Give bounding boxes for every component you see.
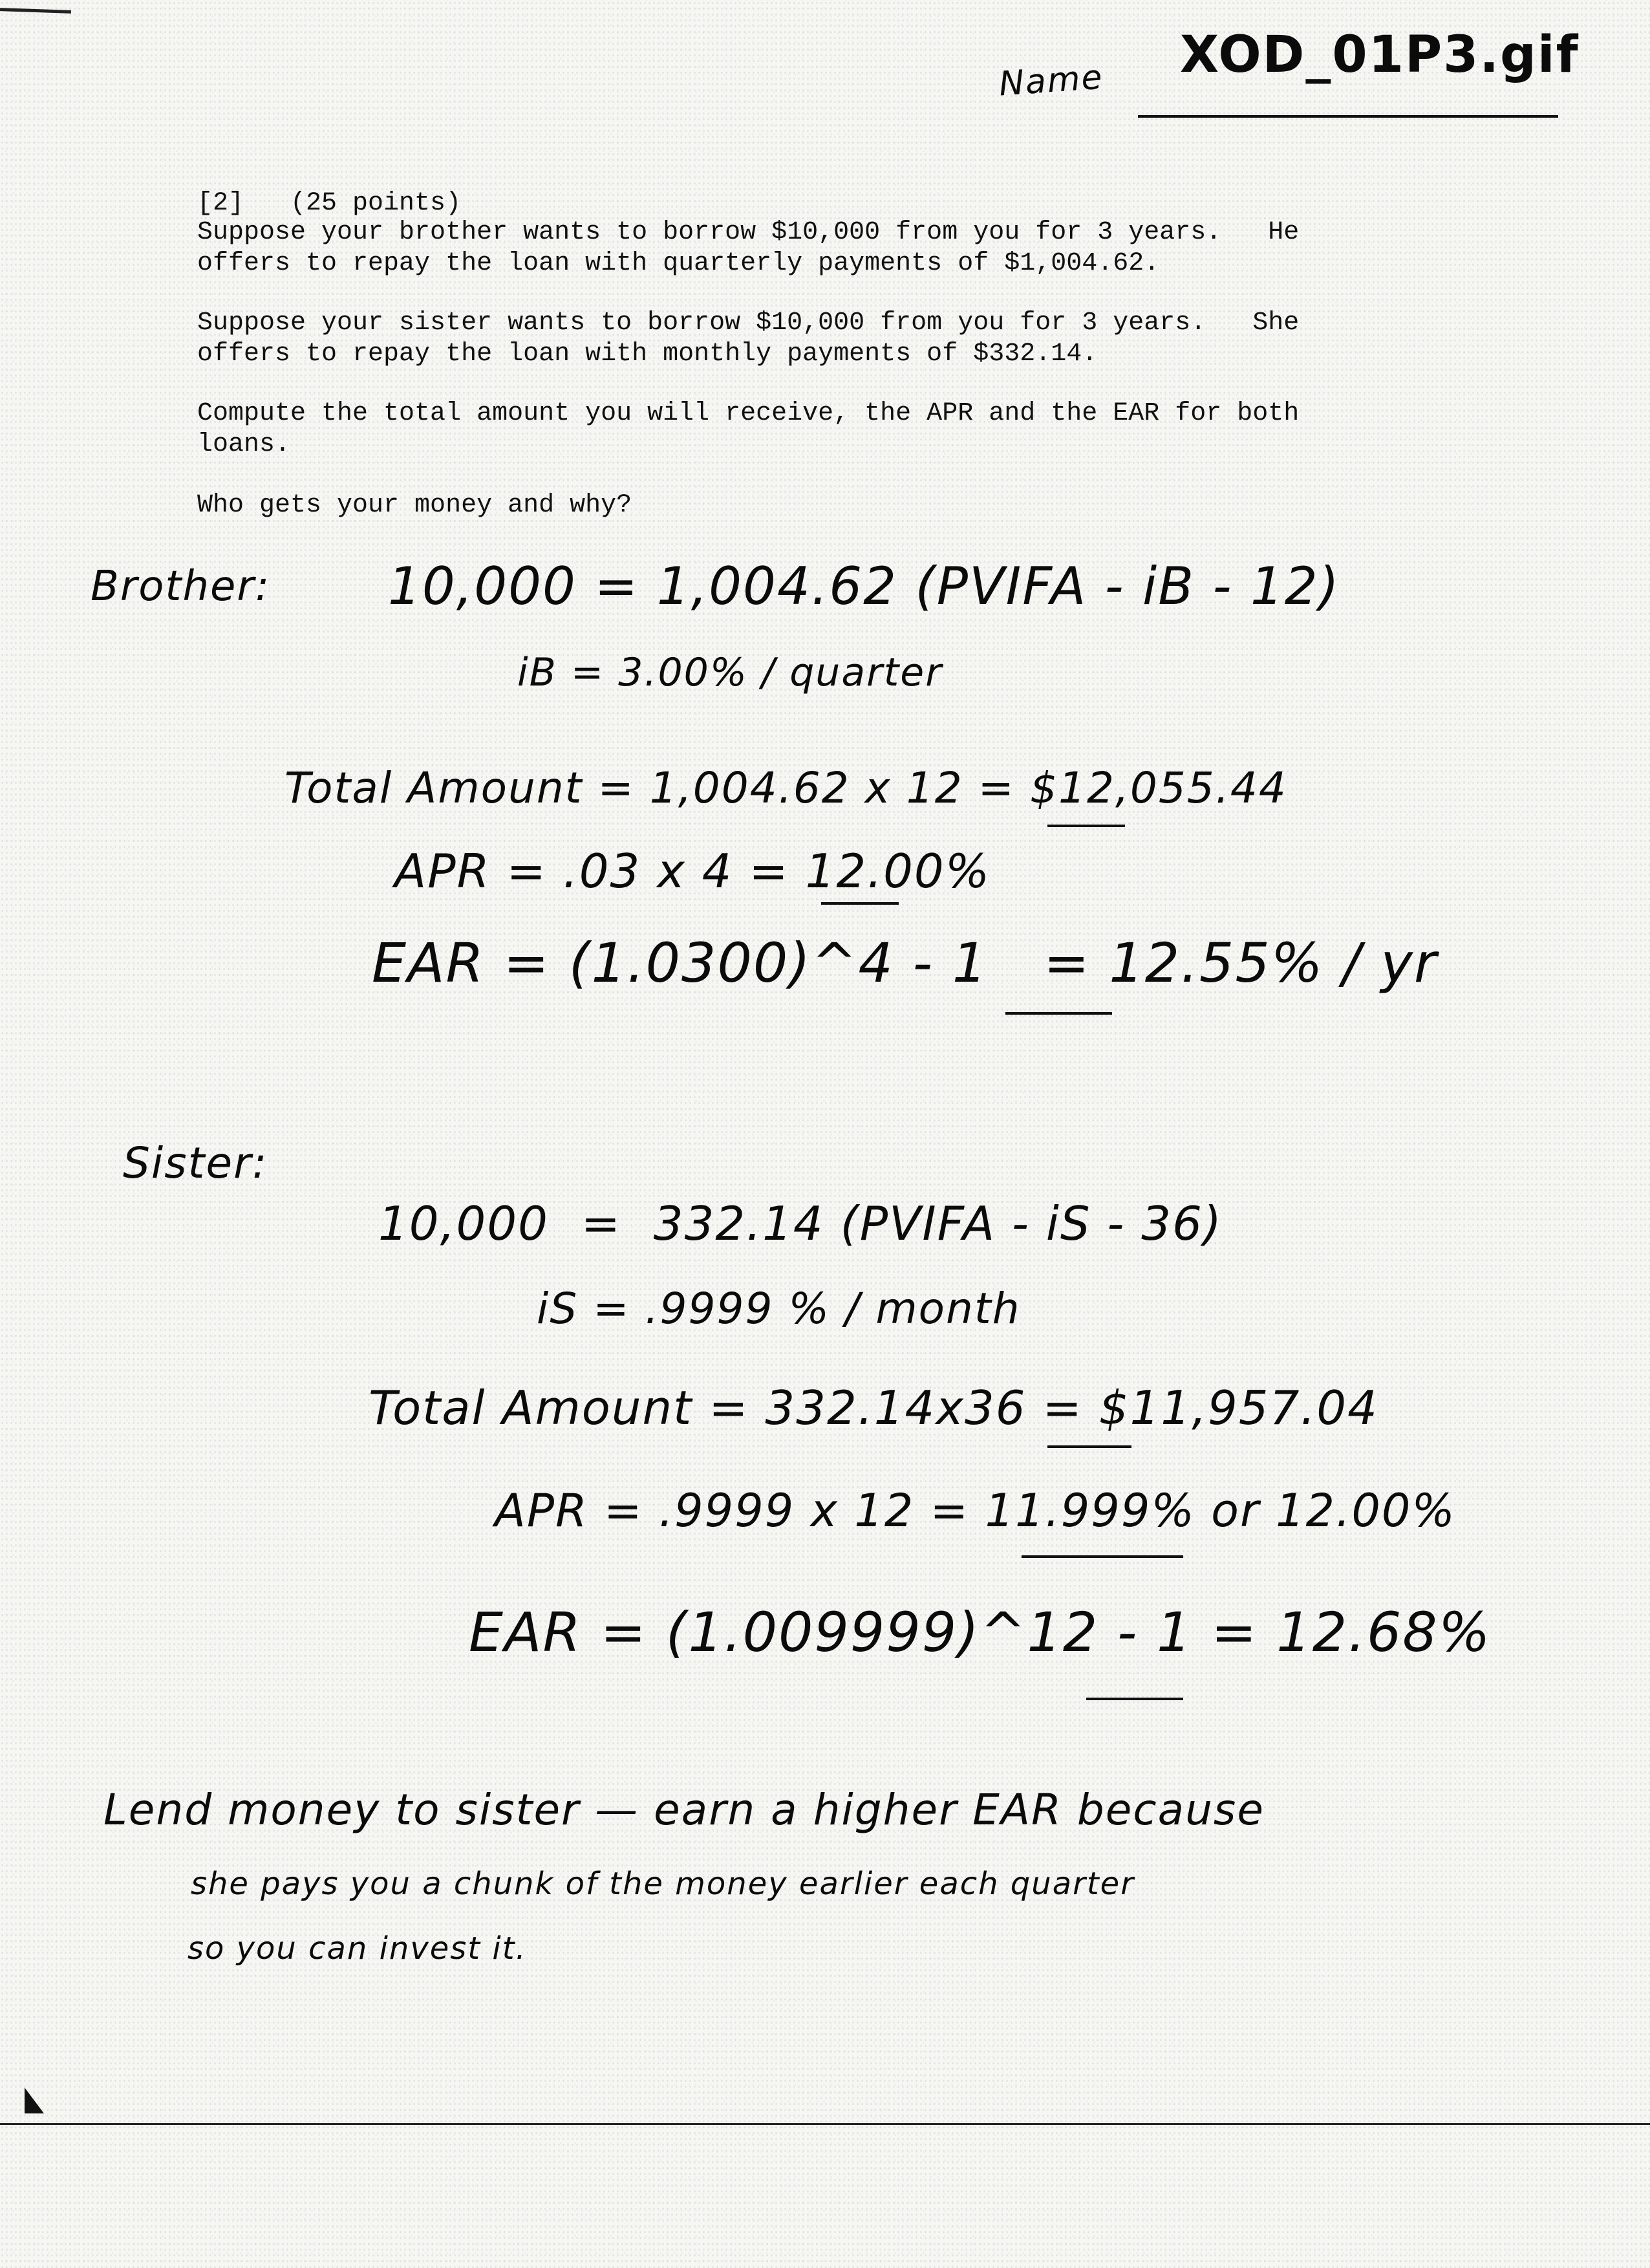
brother-text-2: offers to repay the loan with quarterly payments of $1,004.62.: [197, 249, 1160, 278]
conclusion-line-3: so you can invest it.: [188, 1930, 527, 1967]
brother-ear-underline: [1005, 1012, 1112, 1015]
name-value: XOD_01P3.gif: [1180, 26, 1580, 84]
sister-eq1: 10,000 = 332.14 (PVIFA - iS - 36): [378, 1196, 1223, 1251]
question-number: [2] (25 points): [197, 189, 462, 218]
sister-total-underline: [1047, 1445, 1131, 1448]
name-underline: [1138, 115, 1558, 118]
sister-text-2: offers to repay the loan with monthly payments of $332.14.: [197, 340, 1098, 369]
scan-corner-mark: [25, 2088, 44, 2113]
brother-total-underline: [1047, 825, 1125, 827]
conclusion-line-1: Lend money to sister — earn a higher EAR because: [103, 1785, 1265, 1835]
brother-label: Brother:: [91, 563, 271, 610]
sister-apr: APR = .9999 x 12 = 11.999% or 12.00%: [495, 1484, 1456, 1537]
sister-text-1: Suppose your sister wants to borrow $10,000 from you for 3 years. She: [197, 308, 1300, 338]
brother-eq2: iB = 3.00% / quarter: [517, 650, 943, 695]
brother-eq1: 10,000 = 1,004.62 (PVIFA - iB - 12): [388, 556, 1340, 616]
scan-bottom-edge: [0, 2123, 1650, 2125]
who-text: Who gets your money and why?: [197, 491, 632, 520]
name-label: Name: [998, 58, 1105, 104]
sister-label: Sister:: [123, 1138, 268, 1188]
compute-text-2: loans.: [197, 430, 291, 459]
sister-apr-underline: [1022, 1555, 1183, 1558]
brother-apr-underline: [821, 902, 899, 905]
compute-text-1: Compute the total amount you will receive, the APR and the EAR for both: [197, 399, 1300, 428]
sister-total: Total Amount = 332.14x36 = $11,957.04: [369, 1381, 1378, 1435]
sister-ear-underline: [1086, 1698, 1183, 1700]
sister-ear: EAR = (1.009999)^12 - 1 = 12.68%: [469, 1601, 1492, 1664]
sister-eq2: iS = .9999 % / month: [537, 1284, 1021, 1334]
brother-total: Total Amount = 1,004.62 x 12 = $12,055.44: [284, 763, 1287, 813]
brother-apr: APR = .03 x 4 = 12.00%: [394, 844, 991, 898]
conclusion-line-2: she pays you a chunk of the money earlier each quarter: [191, 1866, 1135, 1902]
brother-text-1: Suppose your brother wants to borrow $10,000 from you for 3 years. He: [197, 218, 1300, 247]
brother-ear: EAR = (1.0300)^4 - 1 = 12.55% / yr: [372, 931, 1438, 995]
